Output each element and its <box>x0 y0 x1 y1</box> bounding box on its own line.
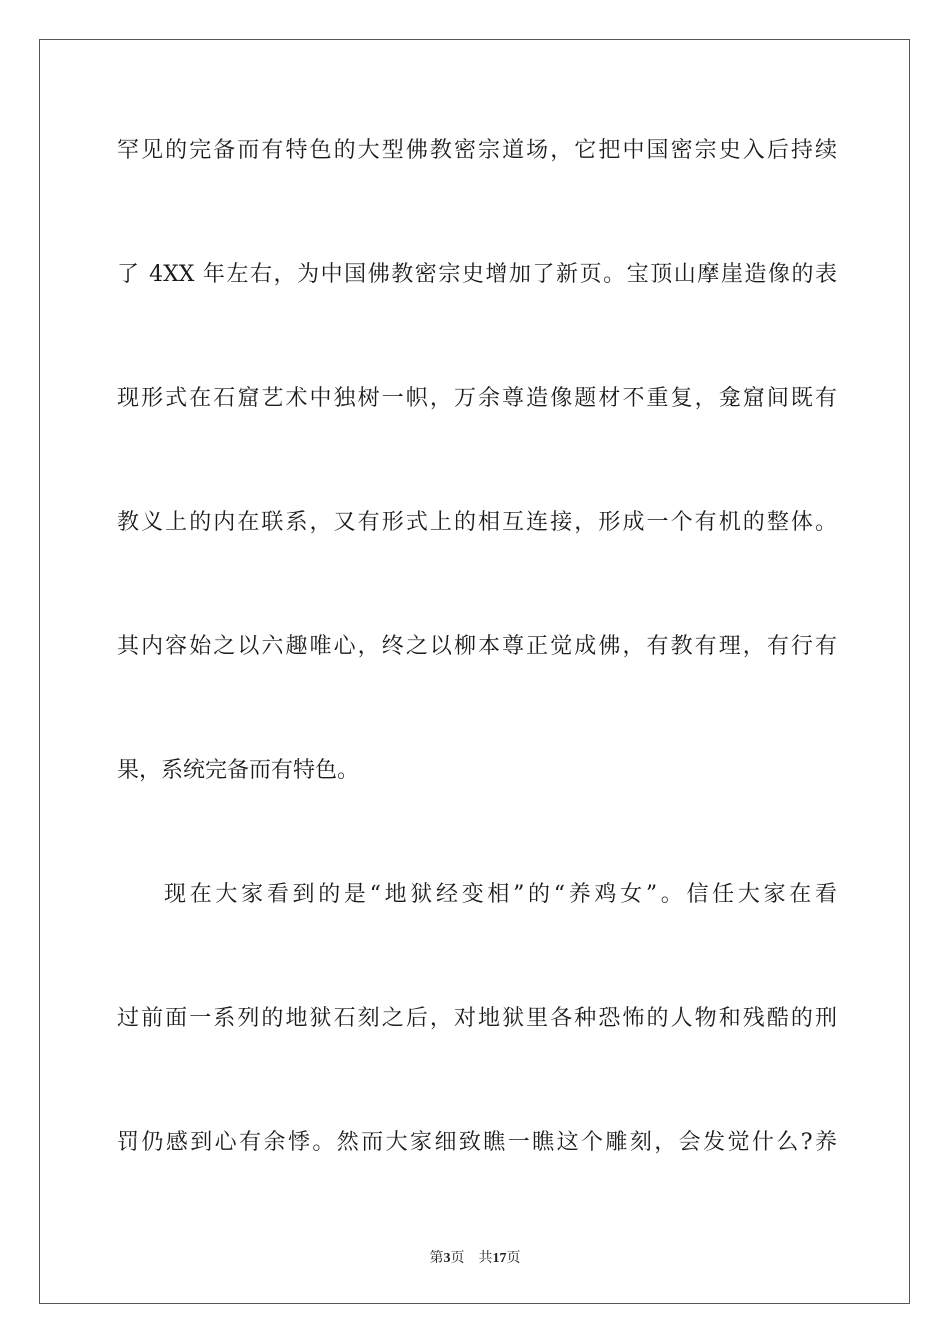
page-footer <box>0 1247 950 1267</box>
text-line-1: 罕见的完备而有特色的大型佛教密宗道场，它把中国密宗史入后持续 <box>117 138 837 163</box>
page-suffix: 页 <box>450 1250 465 1266</box>
page-number: 3 <box>443 1251 451 1266</box>
text-line-3: 现形式在石窟艺术中独树一帜，万余尊造像题材不重复，龛窟间既有 <box>117 386 837 411</box>
text-line-5: 其内容始之以六趣唯心，终之以柳本尊正觉成佛，有教有理，有行有 <box>117 634 837 659</box>
text-line-4: 教义上的内在联系，又有形式上的相互连接，形成一个有机的整体。 <box>117 510 837 535</box>
page-frame <box>39 39 910 1304</box>
total-pages: 17 <box>492 1251 507 1266</box>
text-line-6: 果，系统完备而有特色。 <box>117 758 360 783</box>
total-prefix: 共 <box>478 1250 493 1266</box>
text-line-9: 罚仍感到心有余悸。然而大家细致瞧一瞧这个雕刻，会发觉什么?养 <box>117 1130 837 1155</box>
total-suffix: 页 <box>506 1250 521 1266</box>
text-line-8: 过前面一系列的地狱石刻之后，对地狱里各种恐怖的人物和残酷的刑 <box>117 1006 837 1031</box>
text-line-7: 现在大家看到的是“地狱经变相”的“养鸡女”。信任大家在看 <box>164 882 837 907</box>
text-line-2: 了 4XX 年左右，为中国佛教密宗史增加了新页。宝顶山摩崖造像的表 <box>117 262 837 287</box>
page-prefix: 第 <box>429 1250 444 1266</box>
